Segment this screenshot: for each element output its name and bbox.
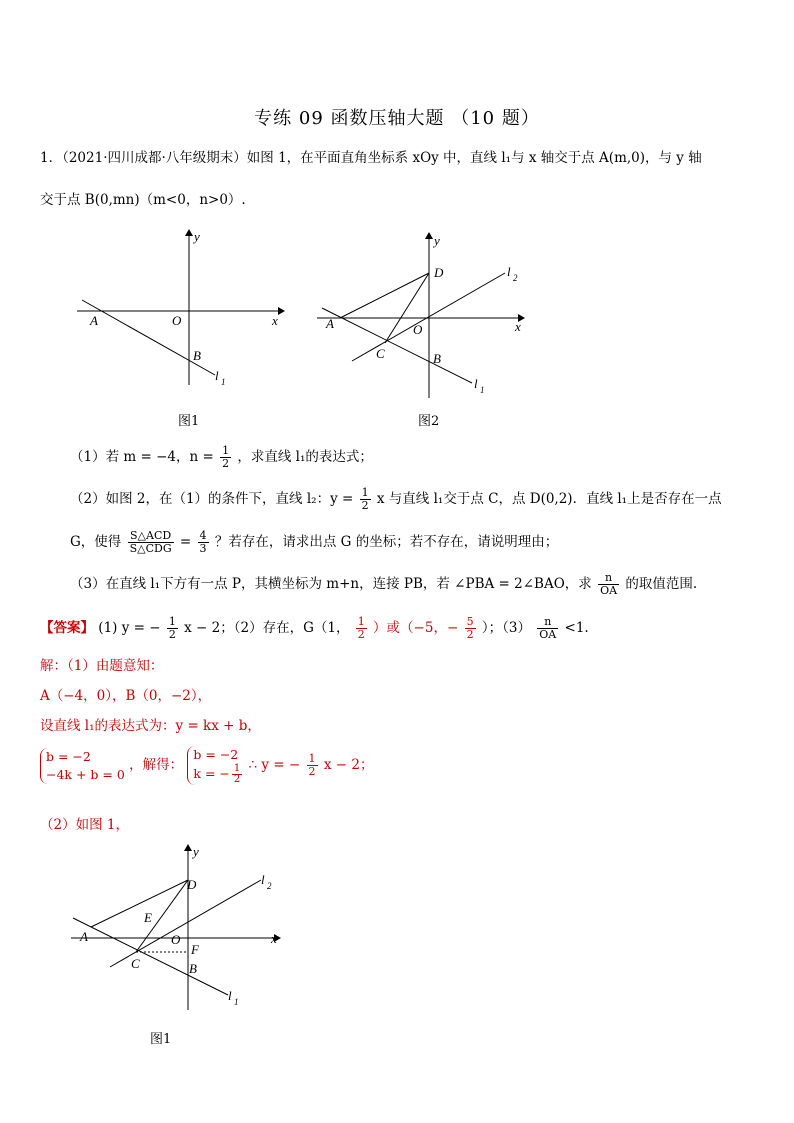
fraction-n-over-OA: $\frac{n}{OA}$ (539, 615, 557, 641)
label-x: x (272, 313, 278, 328)
label-l2-sub: 2 (513, 273, 518, 283)
page-title: 专练 09 函数压轴大题 （10 题） (254, 108, 540, 129)
label-B: B (193, 348, 201, 363)
line-l2 (110, 880, 261, 967)
figure-2-caption: 图2 (418, 414, 440, 429)
label-y: y (434, 233, 440, 248)
part-2-text: （2）如图 2，在（1）的条件下，直线 l₂：y = (70, 491, 354, 507)
label-l2: l (261, 872, 265, 887)
label-x: x (515, 319, 521, 334)
label-l1-sub: 1 (234, 997, 239, 1007)
label-O: O (413, 322, 423, 337)
answer-tag: 【答案】 (40, 620, 94, 636)
equation-system-2: b = −2 k = − $\frac{1}{2}$ (187, 746, 244, 785)
figure-2 (312, 228, 532, 403)
fraction-four-thirds: $\frac{4}{3}$ (199, 529, 207, 555)
solution-system-row (40, 746, 373, 785)
line-l1 (322, 308, 472, 383)
part-2-text-g: G，使得 (70, 534, 122, 550)
label-y: y (194, 229, 200, 244)
fraction-half: $\frac{1}{2}$ (168, 615, 176, 641)
part-2-text-end: ？若存在，请求出点 G 的坐标；若不存在，请说明理由； (214, 534, 559, 550)
answer-part-1: (1) y = − (98, 620, 161, 636)
part-3-text: （3）在直线 l₁下方有一点 P，其横坐标为 m+n，连接 PB，若 ∠PBA = 2∠BAO，求 (70, 576, 592, 592)
part-3-question (70, 572, 697, 597)
part-2-text-end: x 与直线 l₁交于点 C，点 D(0,2)．直线 l₁上是否存在一点 (376, 491, 722, 507)
label-l1-sub: 1 (221, 377, 226, 387)
label-B: B (433, 351, 441, 366)
fraction-half: $\frac{1}{2}$ (222, 444, 230, 470)
solution-line-5: （2）如图 1， (40, 817, 129, 833)
segment-CD (385, 273, 429, 343)
figure-3 (68, 840, 288, 1015)
answer-part-3: ）；（3） (481, 620, 531, 636)
label-F: F (191, 942, 199, 957)
answer-part-3-end: <1. (564, 620, 589, 636)
label-l1: l (228, 988, 232, 1003)
solution-line-1: 解：（1）由题意知： (40, 658, 164, 674)
fraction-n-over-OA: $\frac{n}{OA}$ (600, 571, 618, 597)
part-3-text-end: 的取值范围. (625, 576, 698, 592)
label-D: D (434, 265, 444, 280)
label-l2: l (507, 264, 511, 279)
label-D: D (187, 877, 197, 892)
figure-1 (72, 225, 292, 400)
label-C: C (376, 346, 385, 361)
question-1-line-1: 1．（2021·四川成都·八年级期末）如图 1，在平面直角坐标系 xOy 中，直线 l₁与 x 轴交于点 A(m,0)，与 y 轴 (40, 150, 702, 166)
label-E: E (144, 910, 152, 925)
label-l1: l (215, 368, 219, 383)
solution-line-3: 设直线 l₁的表达式为：y = kx + b， (40, 718, 261, 734)
figure-1-caption: 图1 (178, 414, 200, 429)
fraction-area-ratio: $\frac{\text{S△ACD}}{\text{S△CDG}}$ (129, 529, 172, 555)
part-1-question (70, 445, 373, 470)
label-l1: l (474, 376, 478, 391)
segment-AD (91, 880, 188, 927)
solve-word: ，解得： (129, 757, 184, 773)
label-O: O (172, 313, 182, 328)
label-A: A (90, 313, 98, 328)
therefore-text: ∴ y = − (248, 757, 301, 773)
answer-part-2-mid: ）或（−5，− (373, 620, 459, 636)
label-l1-sub: 1 (480, 385, 485, 395)
label-C: C (131, 956, 140, 971)
label-A: A (326, 316, 334, 331)
question-1-line-2: 交于点 B(0,mn)（m<0，n>0）. (40, 192, 246, 208)
label-l2-sub: 2 (267, 881, 272, 891)
answer-part-2: x − 2；（2）存在，G（1， (184, 620, 350, 636)
part-1-text: （1）若 m = −4，n = (70, 449, 214, 465)
label-O: O (171, 932, 181, 947)
fraction-half: $\frac{1}{2}$ (308, 752, 316, 778)
line-l1 (73, 918, 228, 995)
part-1-text-end: ，求直线 l₁的表达式； (237, 449, 373, 465)
label-B: B (189, 961, 197, 976)
part-2-question-line-2: G，使得 $\frac{\text{S△ACD}}{\text{S△CDG}}$ = $\frac{4}{3}$ ？若存在，请求出点 G 的坐标；若不存在，请说明理由； (70, 529, 559, 555)
equation-system-1: b = −2 −4k + b = 0 (40, 748, 125, 784)
therefore-text-end: x − 2； (323, 757, 374, 773)
fraction-half: $\frac{1}{2}$ (357, 615, 365, 641)
answer-line (40, 616, 589, 641)
label-x: x (271, 931, 277, 946)
part-2-question-line-1 (70, 487, 722, 512)
label-A: A (80, 929, 88, 944)
label-y: y (193, 844, 199, 859)
segment-AD (340, 273, 429, 318)
solution-line-2: A（−4，0），B（0，−2）， (40, 688, 212, 704)
fraction-half: $\frac{1}{2}$ (361, 486, 369, 512)
figure-3-caption: 图1 (150, 1032, 172, 1047)
fraction-five-half: $\frac{5}{2}$ (466, 615, 474, 641)
